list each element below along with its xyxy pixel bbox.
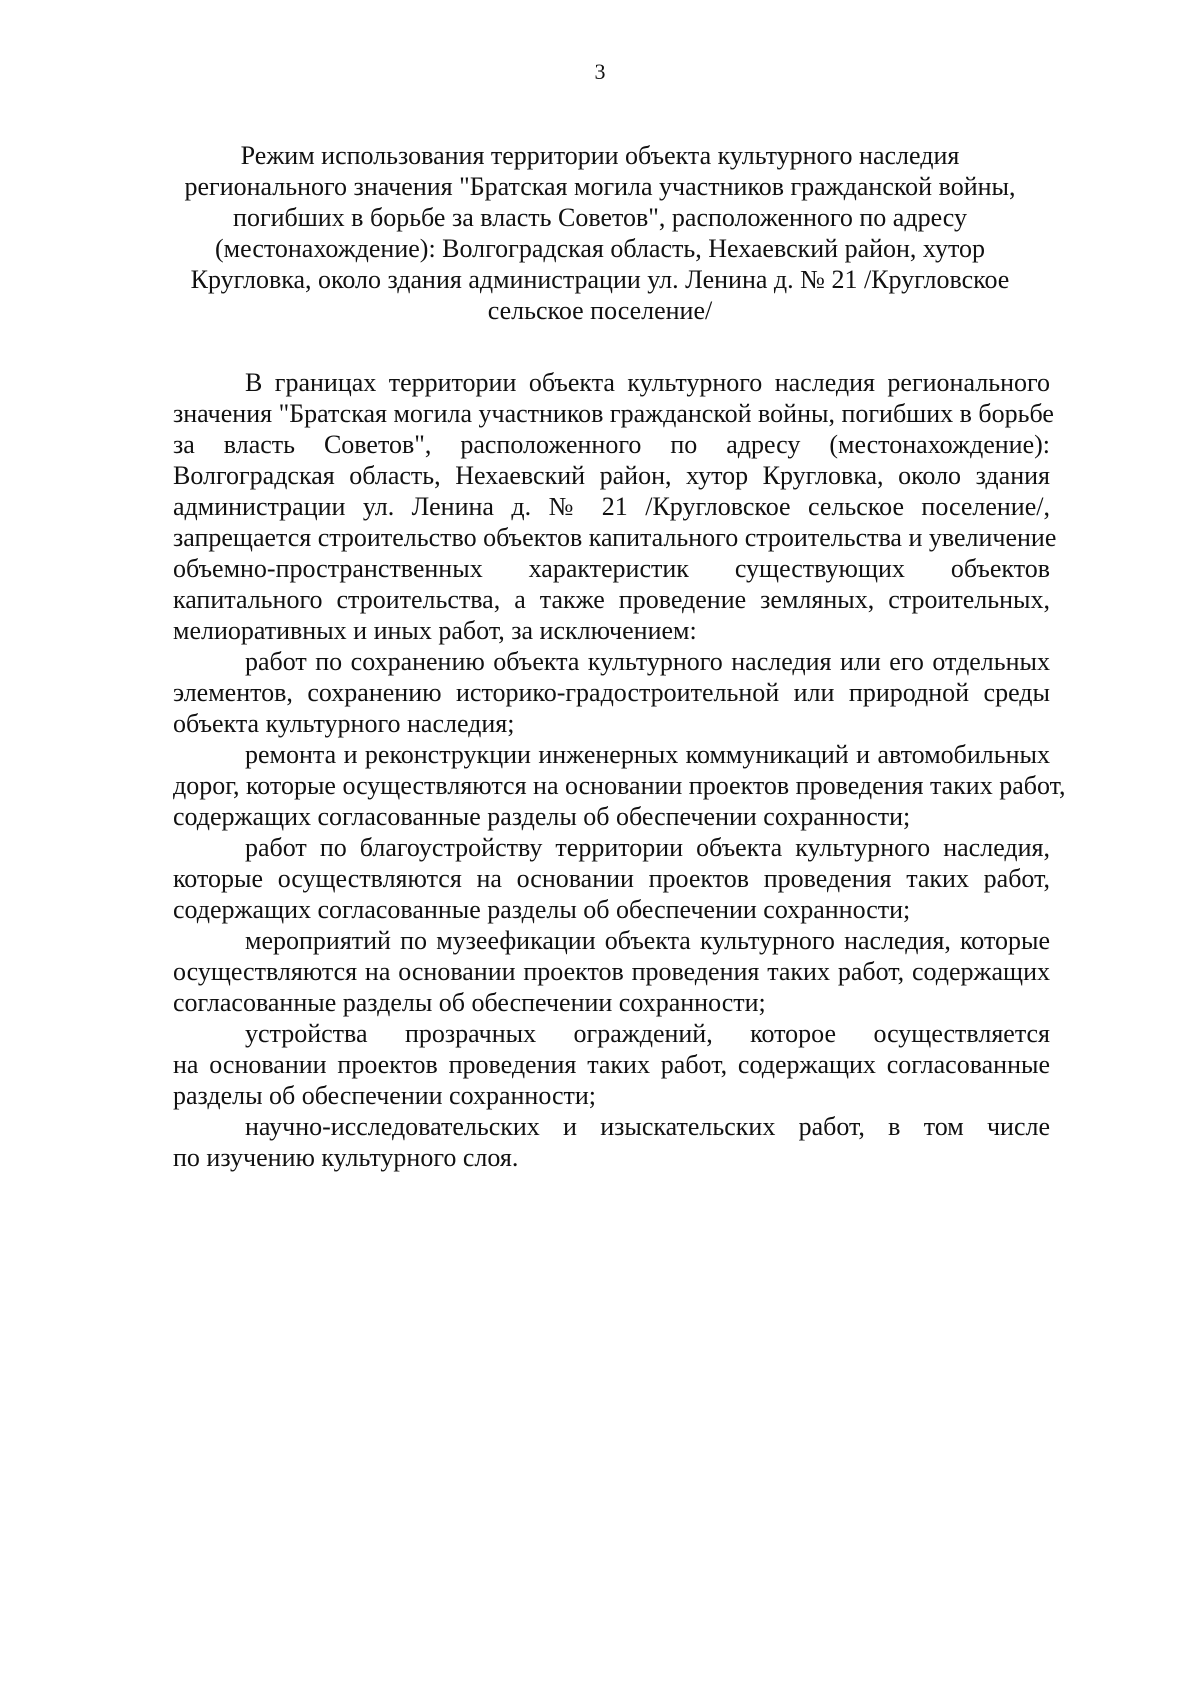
text-line: В границах территории объекта культурного наследия регионального <box>245 368 1050 397</box>
text-line: работ по благоустройству территории объекта культурного наследия, <box>245 833 1050 862</box>
text-line: значения "Братская могила участников гражданской войны, погибших в борьбе <box>173 399 1054 428</box>
text-line: ремонта и реконструкции инженерных коммуникаций и автомобильных <box>245 740 1050 769</box>
title-line: погибших в борьбе за власть Советов", расположенного по адресу <box>233 203 967 232</box>
text-line: запрещается строительство объектов капитального строительства и увеличение <box>173 523 1057 552</box>
text-line: устройства прозрачных ограждений, которое осуществляется <box>245 1019 1050 1048</box>
text-line: объекта культурного наследия; <box>173 709 515 738</box>
text-line: работ по сохранению объекта культурного наследия или его отдельных <box>245 647 1050 676</box>
paragraph-exception-museumification <box>173 925 1050 1018</box>
text-line: элементов, сохранению историко-градостроительной или природной среды <box>173 678 1050 707</box>
paragraph-exception-research <box>173 1111 1050 1173</box>
paragraph-intro <box>173 367 1057 646</box>
paragraph-exception-engineering <box>173 739 1066 832</box>
text-line: содержащих согласованные разделы об обеспечении сохранности; <box>173 802 911 831</box>
title-line: Кругловка, около здания администрации ул. Ленина д. № 21 /Кругловское <box>190 265 1010 294</box>
text-line: администрации ул. Ленина д. № 21 /Кругловское сельское поселение/, <box>173 492 1050 521</box>
text-line: научно-исследовательских и изыскательских работ, в том числе <box>245 1112 1050 1141</box>
text-line: разделы об обеспечении сохранности; <box>173 1081 597 1110</box>
paragraph-exception-fences <box>173 1018 1050 1111</box>
text-line: осуществляются на основании проектов проведения таких работ, содержащих <box>173 957 1050 986</box>
title-line: (местонахождение): Волгоградская область, Нехаевский район, хутор <box>215 234 985 263</box>
text-line: за власть Советов", расположенного по адресу (местонахождение): <box>173 430 1050 459</box>
text-line: объемно-пространственных характеристик существующих объектов <box>173 554 1050 583</box>
page-number: 3 <box>594 59 606 84</box>
paragraph-exception-preservation <box>173 646 1050 739</box>
text-line: содержащих согласованные разделы об обеспечении сохранности; <box>173 895 911 924</box>
text-line: капитального строительства, а также проведение земляных, строительных, <box>173 585 1050 614</box>
title-line: регионального значения "Братская могила участников гражданской войны, <box>184 172 1016 201</box>
title-line: Режим использования территории объекта культурного наследия <box>240 141 960 170</box>
document-body <box>173 367 1066 1173</box>
text-line: которые осуществляются на основании проектов проведения таких работ, <box>173 864 1050 893</box>
text-line: согласованные разделы об обеспечении сохранности; <box>173 988 766 1017</box>
document-title <box>160 140 1040 326</box>
title-line: сельское поселение/ <box>487 296 713 325</box>
text-line: по изучению культурного слоя. <box>173 1143 519 1172</box>
text-line: дорог, которые осуществляются на основании проектов проведения таких работ, <box>173 771 1066 800</box>
text-line: на основании проектов проведения таких работ, содержащих согласованные <box>173 1050 1050 1079</box>
text-line: мелиоративных и иных работ, за исключением: <box>173 616 697 645</box>
text-line: Волгоградская область, Нехаевский район, хутор Кругловка, около здания <box>173 461 1050 490</box>
text-line: мероприятий по музеефикации объекта культурного наследия, которые <box>245 926 1050 955</box>
paragraph-exception-landscaping <box>173 832 1050 925</box>
